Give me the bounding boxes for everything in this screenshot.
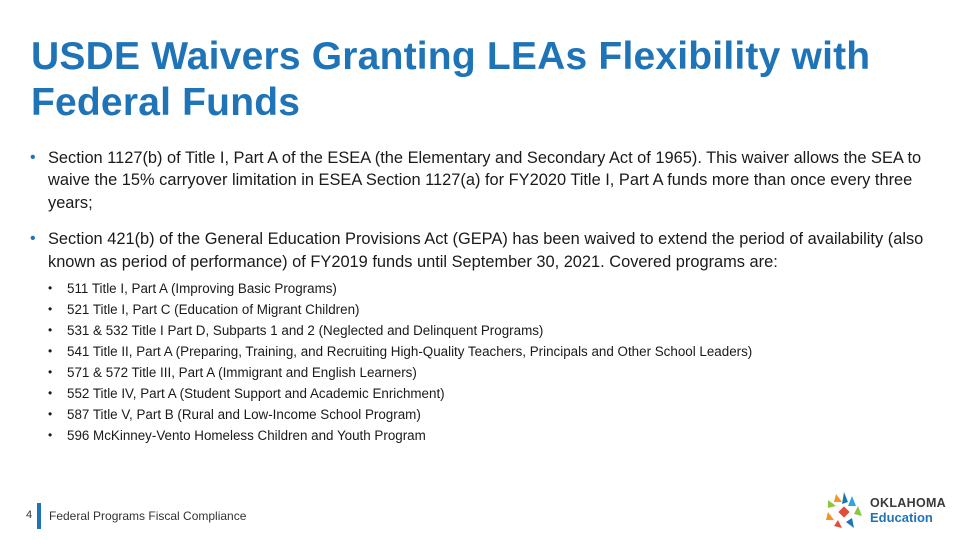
program-item — [30, 404, 940, 425]
program-text: 541 Title II, Part A (Preparing, Training, and Recruiting High-Quality Teachers, Principals and Other School Leaders) — [67, 344, 753, 360]
program-item — [30, 383, 940, 404]
program-text: 531 & 532 Title I Part D, Subparts 1 and 2 (Neglected and Delinquent Programs) — [67, 323, 544, 339]
bullet-text: Section 421(b) of the General Education Provisions Act (GEPA) has been waived to extend the period of availability (also known as period of performance) of FY2019 funds until September 30, 2021. Covered programs are: — [48, 230, 924, 271]
program-text: 552 Title IV, Part A (Student Support and Academic Enrichment) — [67, 386, 445, 402]
program-text: 596 McKinney-Vento Homeless Children and Youth Program — [67, 428, 426, 444]
sub-bullet-dot: • — [48, 365, 53, 380]
program-text: 521 Title I, Part C (Education of Migrant Children) — [67, 302, 360, 318]
sub-bullet-dot: • — [48, 302, 53, 317]
oklahoma-education-star-icon — [822, 490, 866, 530]
bullet-dot: • — [30, 230, 36, 248]
program-item — [30, 341, 940, 362]
sub-bullet-dot: • — [48, 386, 53, 401]
sub-bullet-dot: • — [48, 323, 53, 338]
sub-bullet-dot: • — [48, 428, 53, 443]
bullet-text: Section 1127(b) of Title I, Part A of the ESEA (the Elementary and Secondary Act of 1965). This waiver allows the SEA to waive the 15% carryover limitation in ESEA Section 1127(a) for FY2020 Title I, Part A funds more than once every three years; — [48, 149, 922, 212]
sub-bullet-dot: • — [48, 281, 53, 296]
program-item — [30, 362, 940, 383]
slide-title: USDE Waivers Granting LEAs Flexibility with Federal Funds — [31, 35, 871, 124]
footer-divider — [37, 503, 41, 529]
logo-line-1: OKLAHOMA — [870, 496, 947, 510]
slide-body — [30, 147, 940, 446]
logo-line-2: Education — [870, 510, 933, 525]
program-list — [30, 278, 940, 446]
program-item — [30, 299, 940, 320]
oklahoma-education-logo — [822, 490, 947, 530]
program-text: 587 Title V, Part B (Rural and Low-Income School Program) — [67, 407, 421, 423]
bullet-item — [30, 228, 940, 273]
program-item — [30, 320, 940, 341]
program-item — [30, 278, 940, 299]
program-text: 511 Title I, Part A (Improving Basic Programs) — [67, 281, 337, 297]
sub-bullet-dot: • — [48, 407, 53, 422]
sub-bullet-dot: • — [48, 344, 53, 359]
program-text: 571 & 572 Title III, Part A (Immigrant and English Learners) — [67, 365, 417, 381]
bullet-item — [30, 147, 940, 214]
page-number: 4 — [26, 509, 33, 521]
bullet-dot: • — [30, 149, 36, 166]
footer-label: Federal Programs Fiscal Compliance — [49, 509, 247, 523]
program-item — [30, 425, 940, 446]
